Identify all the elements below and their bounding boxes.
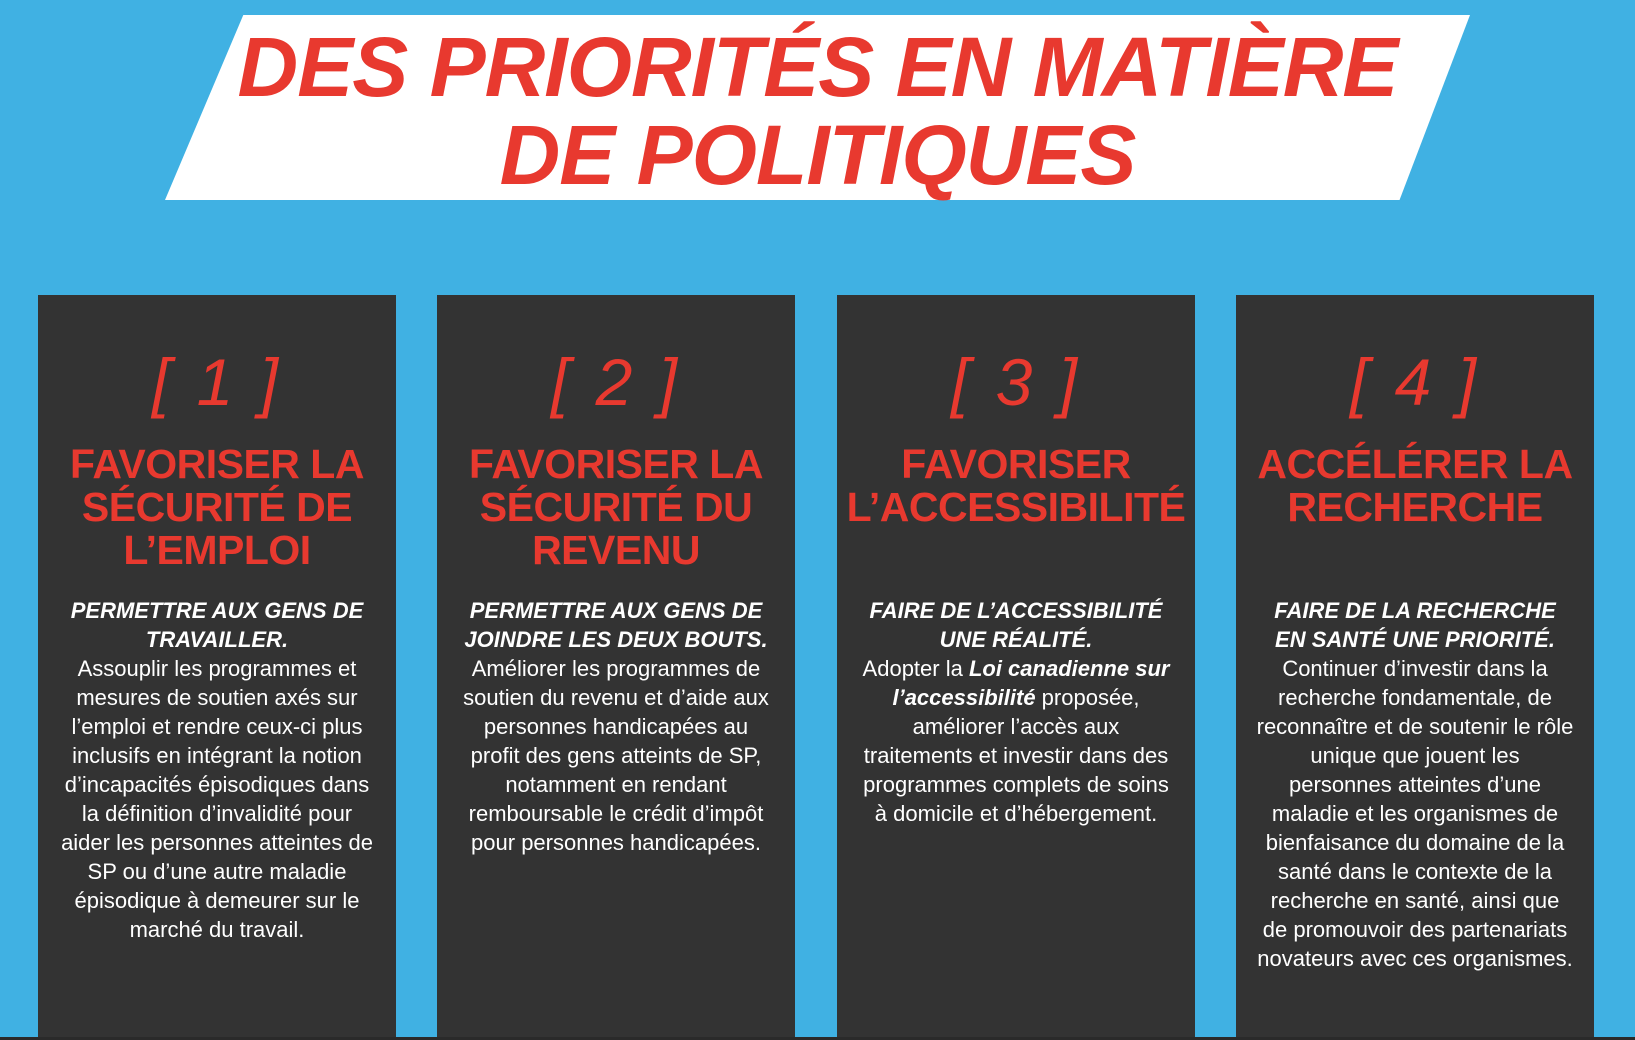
- priority-heading: ACCÉLÉRER LA RECHERCHE: [1257, 441, 1573, 530]
- priority-heading: FAVORISER LA SÉCURITÉ DU REVENU: [469, 441, 763, 573]
- description-text: proposée, améliorer l’accès aux traitements et investir dans des programmes complets de soins à domicile et d’hébergement.: [863, 685, 1169, 826]
- priority-description: Améliorer les programmes de soutien du revenu et d’aide aux personnes handicapées au profit des gens atteints de SP, notamment en rendant remboursable le crédit d’impôt pour personnes handicapées.: [463, 656, 769, 855]
- priority-number: [ 1 ]: [151, 345, 283, 419]
- page-title-line-2: DE POLITIQUES: [499, 108, 1136, 202]
- priority-description: Continuer d’investir dans la recherche fondamentale, de reconnaître et de soutenir le rôle unique que jouent les personnes atteintes d’une maladie et les organismes de bienfaisance du domaine de la santé dans le contexte de la recherche en santé, ainsi que de promouvoir des partenariats novateurs avec ces organismes.: [1256, 656, 1574, 971]
- priority-subheading: FAIRE DE LA RECHERCHE EN SANTÉ UNE PRIORITÉ.: [1274, 598, 1556, 652]
- priority-panel-2: [437, 295, 795, 1040]
- page-title: [165, 20, 1470, 202]
- law-name: Loi canadienne sur l’accessibilité: [892, 656, 1170, 710]
- priority-subheading: FAIRE DE L’ACCESSIBILITÉ UNE RÉALITÉ.: [869, 598, 1163, 652]
- priority-panel-3: [837, 295, 1195, 1040]
- priority-subheading: PERMETTRE AUX GENS DE JOINDRE LES DEUX BOUTS.: [464, 598, 768, 652]
- priority-description: [837, 654, 1195, 828]
- priority-number: [ 3 ]: [950, 345, 1082, 419]
- page-title-line-1: DES PRIORITÉS EN MATIÈRE: [237, 20, 1398, 114]
- priority-heading: FAVORISER L’ACCESSIBILITÉ: [846, 441, 1186, 530]
- priority-number: [ 4 ]: [1349, 345, 1481, 419]
- priority-heading: FAVORISER LA SÉCURITÉ DE L’EMPLOI: [70, 441, 364, 573]
- priority-panel-4: [1236, 295, 1594, 1040]
- priority-panel-1: [38, 295, 396, 1040]
- priority-description: Assouplir les programmes et mesures de soutien axés sur l’emploi et rendre ceux-ci plus inclusifs en intégrant la notion d’incapacités épisodiques dans la définition d’invalidité pour aider les personnes atteintes de SP ou d’une autre maladie épisodique à demeurer sur le marché du travail.: [61, 656, 373, 942]
- priority-subheading: PERMETTRE AUX GENS DE TRAVAILLER.: [70, 598, 364, 652]
- priority-number: [ 2 ]: [550, 345, 682, 419]
- description-text: Adopter la: [862, 656, 969, 681]
